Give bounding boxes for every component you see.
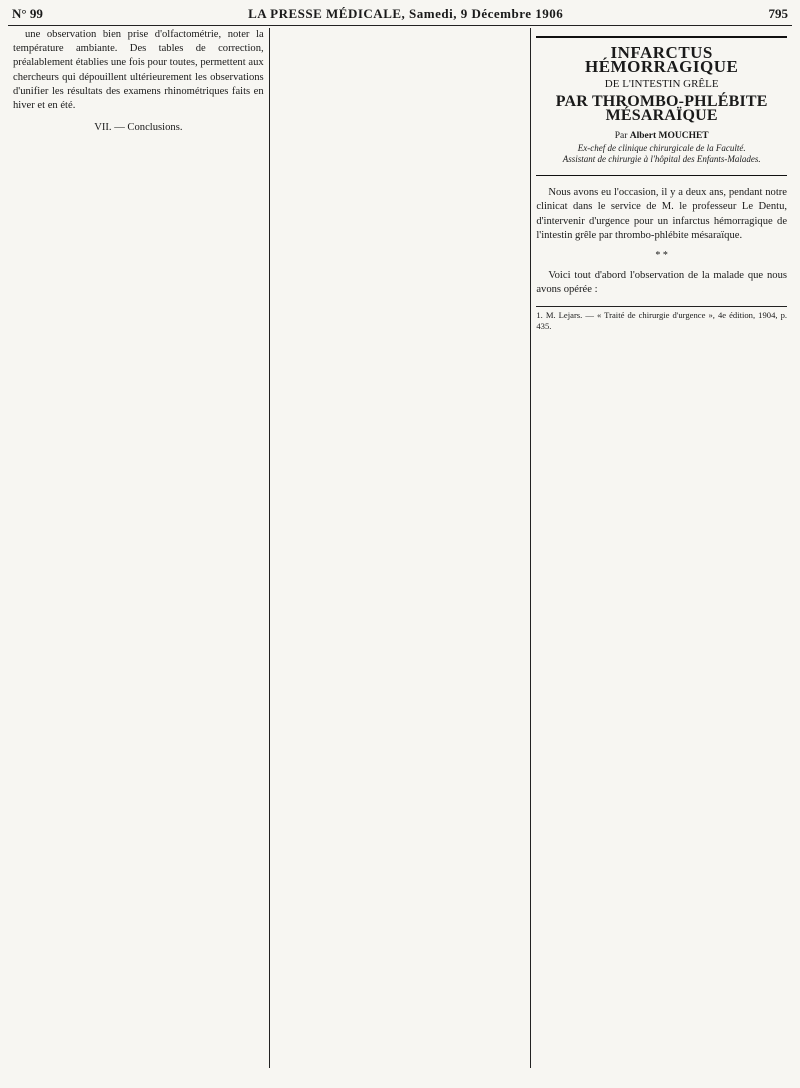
byline: Par Albert MOUCHET	[614, 131, 709, 142]
affiliation-1: Ex-chef de clinique chirurgicale de la Faculté.	[577, 143, 746, 154]
section-heading: VII. — Conclusions.	[94, 122, 183, 134]
paragraph: Voici tout d'abord l'observation de la malade que nous avons opérée :	[536, 270, 788, 296]
column-1	[8, 28, 269, 1068]
page-number: 795	[768, 6, 788, 21]
masthead	[8, 6, 792, 26]
columns	[8, 28, 792, 1068]
article-title-line2: DE L'INTESTIN GRÊLE	[604, 78, 719, 91]
newspaper-page	[8, 6, 792, 1076]
paragraph: une observation bien prise d'olfactométrie, noter la température ambiante. Des tables de correction, préalablement établies une fois pour toutes, permettent aux chercheurs qui dépouillent ultérieurement les observations d'unifier les résultats des examens rhinométriques faits en hiver et en été.	[13, 29, 264, 112]
paper-title: LA PRESSE MÉDICALE, Samedi, 9 Décembre 1906	[248, 6, 564, 21]
article-header	[536, 36, 787, 176]
column-3	[530, 28, 792, 1068]
article-title-line3: PAR THROMBO-PHLÉBITE MÉSARAÏQUE	[555, 92, 768, 124]
paragraph: Nous avons eu l'occasion, il y a deux ans, pendant notre clinicat dans le service de M. le professeur Le Dentu, d'intervenir d'urgence pour un infarctus hémorragique de l'intestin grêle par thrombo-phlébite mésaraïque.	[536, 187, 788, 241]
section-separator: * *	[655, 250, 668, 262]
issue-number: N° 99	[12, 6, 43, 21]
affiliation-2: Assistant de chirurgie à l'hôpital des Enfants-Malades.	[562, 154, 761, 165]
column-2	[269, 28, 531, 1068]
footnote: 1. M. Lejars. — « Traité de chirurgie d'urgence », 4e édition, 1904, p. 435.	[536, 306, 787, 332]
article-title: INFARCTUS HÉMORRAGIQUE	[585, 43, 739, 77]
